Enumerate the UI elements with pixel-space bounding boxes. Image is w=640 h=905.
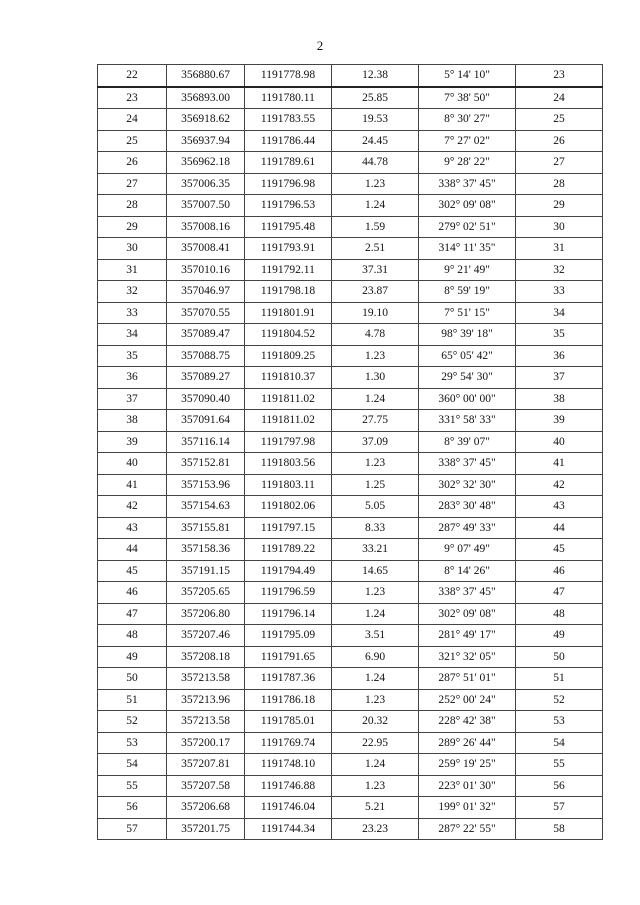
bearing-cell: 8° 30' 27" [419,109,516,131]
y-coordinate-cell: 1191797.98 [245,431,332,453]
distance-cell: 1.23 [332,453,419,475]
x-coordinate-cell: 357088.75 [167,345,245,367]
next-point-cell: 35 [516,324,603,346]
y-coordinate-cell: 1191748.10 [245,754,332,776]
x-coordinate-cell: 357046.97 [167,281,245,303]
distance-cell: 23.23 [332,818,419,840]
next-point-cell: 48 [516,603,603,625]
table-row [98,775,603,797]
next-point-cell: 25 [516,109,603,131]
bearing-cell: 338° 37' 45" [419,173,516,195]
distance-cell: 22.95 [332,732,419,754]
bearing-cell: 5° 14' 10" [419,65,516,87]
y-coordinate-cell: 1191789.22 [245,539,332,561]
next-point-cell: 36 [516,345,603,367]
bearing-cell: 9° 28' 22" [419,152,516,174]
table-row [98,173,603,195]
y-coordinate-cell: 1191796.53 [245,195,332,217]
y-coordinate-cell: 1191810.37 [245,367,332,389]
x-coordinate-cell: 357091.64 [167,410,245,432]
point-number-cell: 31 [98,259,167,281]
y-coordinate-cell: 1191803.11 [245,474,332,496]
y-coordinate-cell: 1191787.36 [245,668,332,690]
next-point-cell: 30 [516,216,603,238]
point-number-cell: 24 [98,109,167,131]
distance-cell: 24.45 [332,130,419,152]
distance-cell: 1.24 [332,388,419,410]
table-row [98,539,603,561]
point-number-cell: 50 [98,668,167,690]
bearing-cell: 338° 37' 45" [419,453,516,475]
next-point-cell: 23 [516,65,603,87]
distance-cell: 5.21 [332,797,419,819]
table-row [98,560,603,582]
table-row [98,302,603,324]
x-coordinate-cell: 357090.40 [167,388,245,410]
point-number-cell: 48 [98,625,167,647]
y-coordinate-cell: 1191804.52 [245,324,332,346]
x-coordinate-cell: 357089.47 [167,324,245,346]
x-coordinate-cell: 357152.81 [167,453,245,475]
y-coordinate-cell: 1191746.04 [245,797,332,819]
next-point-cell: 41 [516,453,603,475]
table-row [98,646,603,668]
bearing-cell: 259° 19' 25" [419,754,516,776]
distance-cell: 1.25 [332,474,419,496]
distance-cell: 25.85 [332,87,419,109]
next-point-cell: 52 [516,689,603,711]
y-coordinate-cell: 1191792.11 [245,259,332,281]
table-row [98,732,603,754]
bearing-cell: 7° 38' 50" [419,87,516,109]
distance-cell: 20.32 [332,711,419,733]
y-coordinate-cell: 1191801.91 [245,302,332,324]
x-coordinate-cell: 356918.62 [167,109,245,131]
y-coordinate-cell: 1191796.59 [245,582,332,604]
next-point-cell: 28 [516,173,603,195]
next-point-cell: 24 [516,87,603,109]
distance-cell: 1.24 [332,603,419,625]
y-coordinate-cell: 1191785.01 [245,711,332,733]
table-row [98,818,603,840]
bearing-cell: 29° 54' 30" [419,367,516,389]
distance-cell: 27.75 [332,410,419,432]
distance-cell: 8.33 [332,517,419,539]
next-point-cell: 49 [516,625,603,647]
table-row [98,668,603,690]
y-coordinate-cell: 1191809.25 [245,345,332,367]
table-row [98,453,603,475]
point-number-cell: 46 [98,582,167,604]
point-number-cell: 34 [98,324,167,346]
distance-cell: 14.65 [332,560,419,582]
y-coordinate-cell: 1191797.15 [245,517,332,539]
next-point-cell: 58 [516,818,603,840]
next-point-cell: 29 [516,195,603,217]
bearing-cell: 65° 05' 42" [419,345,516,367]
y-coordinate-cell: 1191796.14 [245,603,332,625]
table-row [98,367,603,389]
x-coordinate-cell: 357206.80 [167,603,245,625]
y-coordinate-cell: 1191783.55 [245,109,332,131]
bearing-cell: 287° 49' 33" [419,517,516,539]
x-coordinate-cell: 357208.18 [167,646,245,668]
x-coordinate-cell: 357155.81 [167,517,245,539]
table-row [98,496,603,518]
point-number-cell: 47 [98,603,167,625]
coordinates-table-body [98,65,603,840]
bearing-cell: 9° 21' 49" [419,259,516,281]
x-coordinate-cell: 357010.16 [167,259,245,281]
next-point-cell: 57 [516,797,603,819]
y-coordinate-cell: 1191794.49 [245,560,332,582]
x-coordinate-cell: 357213.96 [167,689,245,711]
next-point-cell: 34 [516,302,603,324]
y-coordinate-cell: 1191796.98 [245,173,332,195]
table-row [98,625,603,647]
y-coordinate-cell: 1191791.65 [245,646,332,668]
distance-cell: 1.30 [332,367,419,389]
bearing-cell: 321° 32' 05" [419,646,516,668]
distance-cell: 1.59 [332,216,419,238]
next-point-cell: 33 [516,281,603,303]
next-point-cell: 32 [516,259,603,281]
next-point-cell: 54 [516,732,603,754]
next-point-cell: 26 [516,130,603,152]
point-number-cell: 40 [98,453,167,475]
table-row [98,152,603,174]
next-point-cell: 43 [516,496,603,518]
x-coordinate-cell: 357116.14 [167,431,245,453]
next-point-cell: 40 [516,431,603,453]
distance-cell: 37.31 [332,259,419,281]
next-point-cell: 31 [516,238,603,260]
next-point-cell: 42 [516,474,603,496]
distance-cell: 1.23 [332,582,419,604]
point-number-cell: 23 [98,87,167,109]
bearing-cell: 360° 00' 00" [419,388,516,410]
table-row [98,259,603,281]
next-point-cell: 39 [516,410,603,432]
x-coordinate-cell: 357070.55 [167,302,245,324]
point-number-cell: 26 [98,152,167,174]
point-number-cell: 45 [98,560,167,582]
x-coordinate-cell: 357007.50 [167,195,245,217]
bearing-cell: 302° 09' 08" [419,195,516,217]
point-number-cell: 36 [98,367,167,389]
table-row [98,582,603,604]
y-coordinate-cell: 1191798.18 [245,281,332,303]
y-coordinate-cell: 1191786.18 [245,689,332,711]
distance-cell: 19.10 [332,302,419,324]
bearing-cell: 338° 37' 45" [419,582,516,604]
next-point-cell: 46 [516,560,603,582]
table-row [98,431,603,453]
point-number-cell: 30 [98,238,167,260]
bearing-cell: 7° 27' 02" [419,130,516,152]
point-number-cell: 41 [98,474,167,496]
coordinates-table [97,64,603,840]
table-row [98,195,603,217]
table-row [98,388,603,410]
bearing-cell: 302° 09' 08" [419,603,516,625]
point-number-cell: 53 [98,732,167,754]
y-coordinate-cell: 1191795.48 [245,216,332,238]
x-coordinate-cell: 357213.58 [167,668,245,690]
point-number-cell: 35 [98,345,167,367]
point-number-cell: 57 [98,818,167,840]
y-coordinate-cell: 1191778.98 [245,65,332,87]
table-row [98,603,603,625]
bearing-cell: 7° 51' 15" [419,302,516,324]
distance-cell: 12.38 [332,65,419,87]
table-row [98,109,603,131]
point-number-cell: 42 [98,496,167,518]
point-number-cell: 55 [98,775,167,797]
x-coordinate-cell: 357201.75 [167,818,245,840]
table-row [98,216,603,238]
y-coordinate-cell: 1191744.34 [245,818,332,840]
table-row [98,797,603,819]
distance-cell: 1.23 [332,345,419,367]
y-coordinate-cell: 1191786.44 [245,130,332,152]
x-coordinate-cell: 357205.65 [167,582,245,604]
x-coordinate-cell: 357200.17 [167,732,245,754]
x-coordinate-cell: 357089.27 [167,367,245,389]
x-coordinate-cell: 357153.96 [167,474,245,496]
x-coordinate-cell: 357191.15 [167,560,245,582]
bearing-cell: 289° 26' 44" [419,732,516,754]
distance-cell: 1.23 [332,689,419,711]
distance-cell: 37.09 [332,431,419,453]
x-coordinate-cell: 357207.46 [167,625,245,647]
distance-cell: 44.78 [332,152,419,174]
point-number-cell: 52 [98,711,167,733]
bearing-cell: 287° 51' 01" [419,668,516,690]
x-coordinate-cell: 356937.94 [167,130,245,152]
distance-cell: 1.24 [332,668,419,690]
bearing-cell: 199° 01' 32" [419,797,516,819]
table-row [98,474,603,496]
y-coordinate-cell: 1191811.02 [245,410,332,432]
x-coordinate-cell: 357008.41 [167,238,245,260]
x-coordinate-cell: 357213.58 [167,711,245,733]
point-number-cell: 51 [98,689,167,711]
bearing-cell: 9° 07' 49" [419,539,516,561]
bearing-cell: 223° 01' 30" [419,775,516,797]
point-number-cell: 39 [98,431,167,453]
point-number-cell: 37 [98,388,167,410]
next-point-cell: 56 [516,775,603,797]
table-row [98,130,603,152]
next-point-cell: 27 [516,152,603,174]
bearing-cell: 8° 39' 07" [419,431,516,453]
page-number: 2 [316,38,324,53]
distance-cell: 5.05 [332,496,419,518]
bearing-cell: 287° 22' 55" [419,818,516,840]
distance-cell: 1.23 [332,775,419,797]
table-row [98,410,603,432]
point-number-cell: 22 [98,65,167,87]
distance-cell: 33.21 [332,539,419,561]
y-coordinate-cell: 1191769.74 [245,732,332,754]
point-number-cell: 27 [98,173,167,195]
next-point-cell: 44 [516,517,603,539]
table-row [98,711,603,733]
y-coordinate-cell: 1191780.11 [245,87,332,109]
distance-cell: 1.24 [332,754,419,776]
bearing-cell: 314° 11' 35" [419,238,516,260]
point-number-cell: 32 [98,281,167,303]
x-coordinate-cell: 357206.68 [167,797,245,819]
x-coordinate-cell: 357006.35 [167,173,245,195]
table-row [98,87,603,109]
y-coordinate-cell: 1191793.91 [245,238,332,260]
y-coordinate-cell: 1191746.88 [245,775,332,797]
table-row [98,517,603,539]
point-number-cell: 25 [98,130,167,152]
y-coordinate-cell: 1191803.56 [245,453,332,475]
y-coordinate-cell: 1191789.61 [245,152,332,174]
y-coordinate-cell: 1191802.06 [245,496,332,518]
table-row [98,324,603,346]
next-point-cell: 50 [516,646,603,668]
bearing-cell: 279° 02' 51" [419,216,516,238]
point-number-cell: 28 [98,195,167,217]
table-row [98,65,603,87]
bearing-cell: 302° 32' 30" [419,474,516,496]
y-coordinate-cell: 1191811.02 [245,388,332,410]
distance-cell: 4.78 [332,324,419,346]
x-coordinate-cell: 357207.58 [167,775,245,797]
x-coordinate-cell: 356962.18 [167,152,245,174]
distance-cell: 2.51 [332,238,419,260]
next-point-cell: 45 [516,539,603,561]
next-point-cell: 55 [516,754,603,776]
point-number-cell: 43 [98,517,167,539]
distance-cell: 19.53 [332,109,419,131]
x-coordinate-cell: 356893.00 [167,87,245,109]
bearing-cell: 331° 58' 33" [419,410,516,432]
table-row [98,238,603,260]
x-coordinate-cell: 357008.16 [167,216,245,238]
table-row [98,345,603,367]
next-point-cell: 38 [516,388,603,410]
distance-cell: 23.87 [332,281,419,303]
point-number-cell: 44 [98,539,167,561]
point-number-cell: 33 [98,302,167,324]
bearing-cell: 228° 42' 38" [419,711,516,733]
table-row [98,754,603,776]
point-number-cell: 49 [98,646,167,668]
table-row [98,689,603,711]
bearing-cell: 8° 59' 19" [419,281,516,303]
point-number-cell: 38 [98,410,167,432]
distance-cell: 3.51 [332,625,419,647]
distance-cell: 6.90 [332,646,419,668]
next-point-cell: 53 [516,711,603,733]
point-number-cell: 56 [98,797,167,819]
distance-cell: 1.23 [332,173,419,195]
next-point-cell: 37 [516,367,603,389]
bearing-cell: 8° 14' 26" [419,560,516,582]
bearing-cell: 281° 49' 17" [419,625,516,647]
distance-cell: 1.24 [332,195,419,217]
point-number-cell: 54 [98,754,167,776]
x-coordinate-cell: 357207.81 [167,754,245,776]
point-number-cell: 29 [98,216,167,238]
x-coordinate-cell: 356880.67 [167,65,245,87]
bearing-cell: 98° 39' 18" [419,324,516,346]
table-row [98,281,603,303]
bearing-cell: 283° 30' 48" [419,496,516,518]
y-coordinate-cell: 1191795.09 [245,625,332,647]
x-coordinate-cell: 357158.36 [167,539,245,561]
x-coordinate-cell: 357154.63 [167,496,245,518]
bearing-cell: 252° 00' 24" [419,689,516,711]
next-point-cell: 51 [516,668,603,690]
next-point-cell: 47 [516,582,603,604]
